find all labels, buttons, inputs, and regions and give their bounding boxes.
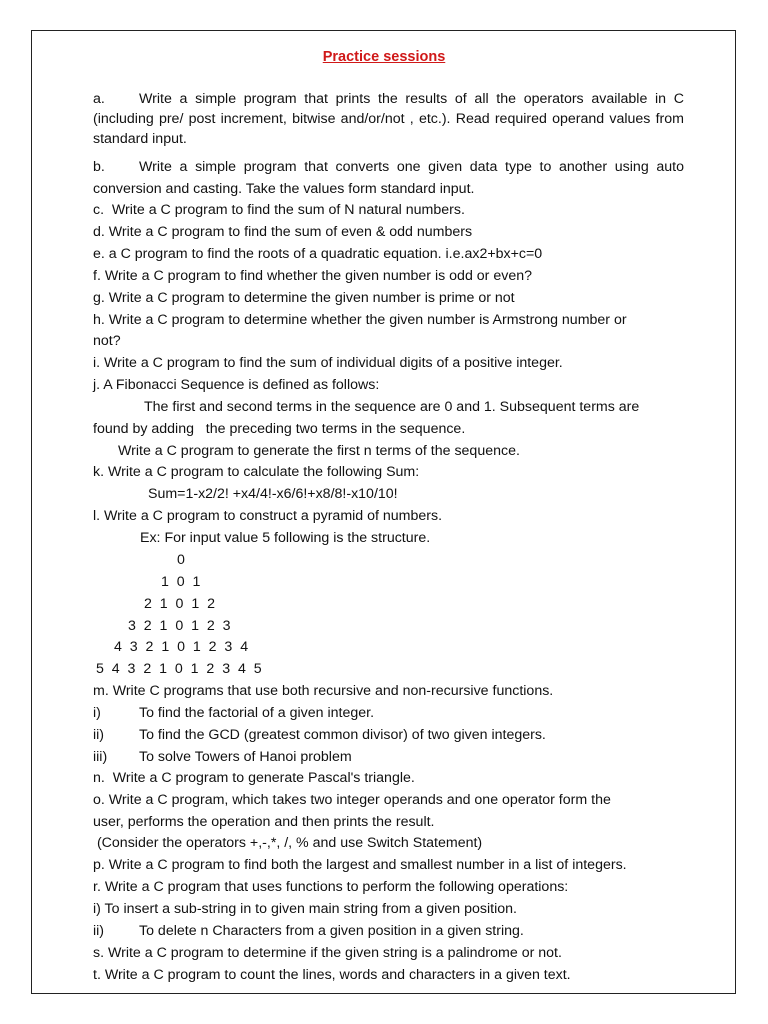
item-f: f. Write a C program to find whether the given number is odd or even? [93, 268, 532, 284]
item-a [93, 89, 684, 149]
item-g: g. Write a C program to determine the given number is prime or not [93, 290, 515, 306]
pyramid-row: 0 [177, 552, 185, 568]
item-r-sub-2-text: To delete n Characters from a given position in a given string. [139, 923, 524, 939]
item-o-line2: user, performs the operation and then prints the result. [93, 814, 435, 830]
item-m: m. Write C programs that use both recursive and non-recursive functions. [93, 683, 554, 699]
item-h-line2: not? [93, 333, 121, 349]
item-h-line1: h. Write a C program to determine whether the given number is Armstrong number or [93, 312, 627, 328]
item-d: d. Write a C program to find the sum of even & odd numbers [93, 224, 473, 240]
page-title: Practice sessions [322, 49, 446, 65]
item-m-sub-2-num: ii) [93, 727, 105, 743]
item-k: k. Write a C program to calculate the following Sum: [93, 464, 420, 480]
item-p: p. Write a C program to find both the largest and smallest number in a list of integers. [93, 857, 627, 873]
item-j-task: Write a C program to generate the first n terms of the sequence. [118, 443, 520, 459]
pyramid-row: 4 3 2 1 0 1 2 3 4 [114, 639, 249, 655]
item-m-sub-1 [93, 704, 374, 722]
item-s: s. Write a C program to determine if the given string is a palindrome or not. [93, 945, 562, 961]
pyramid-row: 5 4 3 2 1 0 1 2 3 4 5 [96, 661, 262, 677]
item-l: l. Write a C program to construct a pyramid of numbers. [93, 508, 443, 524]
item-l-example: Ex: For input value 5 following is the structure. [140, 530, 431, 546]
pyramid-row: 1 0 1 [161, 574, 201, 590]
item-e: e. a C program to find the roots of a quadratic equation. i.e.ax2+bx+c=0 [93, 246, 543, 262]
item-k-sum: Sum=1-x2/2! +x4/4!-x6/6!+x8/8!-x10/10! [148, 486, 398, 502]
item-m-sub-1-num: i) [93, 705, 101, 721]
item-m-sub-3-text: To solve Towers of Hanoi problem [139, 749, 352, 765]
item-t: t. Write a C program to count the lines, words and characters in a given text. [93, 967, 571, 983]
item-c: c. Write a C program to find the sum of N natural numbers. [93, 202, 465, 218]
item-o-line1: o. Write a C program, which takes two integer operands and one operator form the [93, 792, 611, 808]
item-r: r. Write a C program that uses functions to perform the following operations: [93, 879, 569, 895]
pyramid-row: 2 1 0 1 2 [144, 596, 215, 612]
item-m-sub-1-text: To find the factorial of a given integer. [139, 705, 375, 721]
item-r-sub-2 [93, 922, 524, 940]
item-o-line3: (Consider the operators +,-,*, /, % and use Switch Statement) [93, 835, 483, 851]
item-m-sub-3-num: iii) [93, 749, 108, 765]
pyramid-row: 3 2 1 0 1 2 3 [128, 618, 231, 634]
item-r-sub-2-num: ii) [93, 923, 105, 939]
item-m-sub-2-text: To find the GCD (greatest common divisor) of two given integers. [139, 727, 546, 743]
item-a-label: a. [93, 91, 105, 107]
item-i: i. Write a C program to find the sum of individual digits of a positive integer. [93, 355, 563, 371]
item-j: j. A Fibonacci Sequence is defined as follows: [93, 377, 380, 393]
item-b-text: Write a simple program that converts one given data type to another using auto conversion and casting. Take the values form standard input. [93, 159, 684, 197]
item-m-sub-2 [93, 726, 546, 744]
item-r-sub-1: i) To insert a sub-string in to given main string from a given position. [93, 901, 517, 917]
item-m-sub-3 [93, 748, 352, 766]
item-b [93, 156, 684, 200]
item-a-text: Write a simple program that prints the results of all the operators available in C (including pre/ post increment, bitwise and/or/not , etc.). Read required operand values from standard input. [93, 91, 684, 147]
item-b-label: b. [93, 159, 105, 175]
item-j-definition-2: found by adding the preceding two terms in the sequence. [93, 421, 466, 437]
item-n: n. Write a C program to generate Pascal's triangle. [93, 770, 415, 786]
item-j-definition-1: The first and second terms in the sequence are 0 and 1. Subsequent terms are [144, 399, 640, 415]
